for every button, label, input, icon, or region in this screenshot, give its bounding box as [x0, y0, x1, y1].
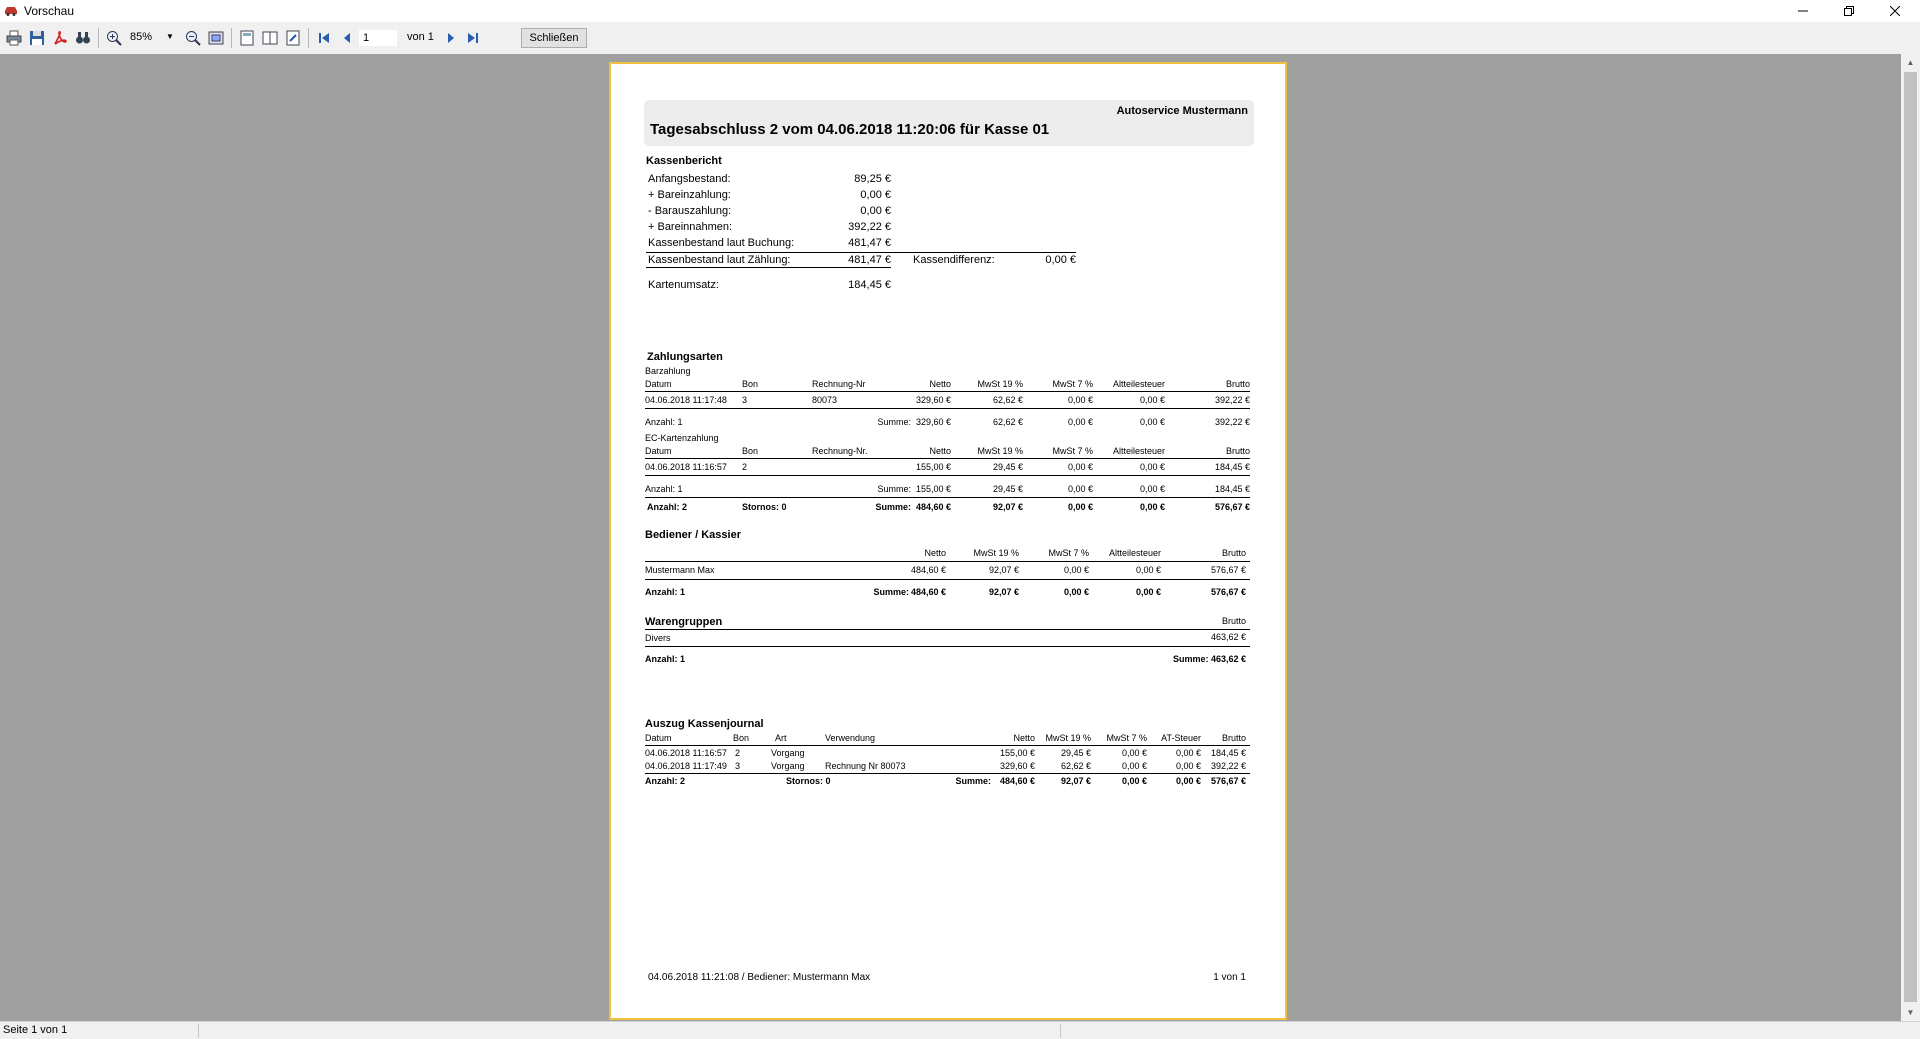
- scroll-thumb[interactable]: [1904, 72, 1917, 1002]
- barzahlung-subheading: Barzahlung: [645, 366, 691, 376]
- save-button[interactable]: [27, 28, 47, 48]
- table-cell: 2: [742, 462, 748, 472]
- sum-cell: 155,00 €: [915, 484, 951, 494]
- scroll-up-icon[interactable]: ▲: [1906, 58, 1915, 67]
- journal-heading: Auszug Kassenjournal: [645, 718, 764, 730]
- table-cell: 0,00 €: [1139, 462, 1165, 472]
- col-header: Bon: [733, 733, 750, 743]
- single-page-icon: [239, 30, 255, 46]
- table-cell: 04.06.2018 11:16:57: [645, 462, 727, 472]
- kb-label: Kassenbestand laut Zählung:: [648, 254, 791, 266]
- status-separator: [1060, 1024, 1061, 1038]
- col-header: Brutto: [1225, 379, 1250, 389]
- sum-cell: Anzahl: 1: [645, 417, 683, 427]
- pdf-icon: [52, 30, 68, 46]
- sum-cell: 0,00 €: [1139, 417, 1165, 427]
- table-cell: 0,00 €: [1067, 462, 1093, 472]
- table-cell: 04.06.2018 11:17:49: [645, 761, 727, 771]
- report-footer-info: 04.06.2018 11:21:08 / Bediener: Mustermann Max: [648, 972, 871, 983]
- col-header: Altteilesteuer: [1112, 446, 1165, 456]
- col-header: MwSt 19 %: [1045, 733, 1091, 743]
- sum-cell: 29,45 €: [992, 484, 1023, 494]
- divider: [645, 579, 1250, 580]
- table-cell: 0,00 €: [1175, 748, 1201, 758]
- sum-cell: 0,00 €: [1063, 587, 1089, 597]
- zoom-out-button[interactable]: [183, 28, 203, 48]
- kb-value: 481,47 €: [848, 254, 891, 266]
- table-cell: 04.06.2018 11:17:48: [645, 395, 727, 405]
- toolbar-separator: [231, 28, 232, 48]
- total-cell: Summe:: [875, 502, 911, 512]
- status-bar: [0, 1021, 1920, 1039]
- divider: [645, 408, 1250, 409]
- first-page-button[interactable]: [314, 28, 334, 48]
- last-page-icon: [467, 32, 479, 44]
- col-header: Brutto: [1221, 616, 1246, 626]
- table-cell: 80073: [812, 395, 838, 405]
- table-cell: Vorgang: [771, 748, 805, 758]
- scroll-down-icon[interactable]: ▼: [1906, 1008, 1915, 1017]
- table-cell: 0,00 €: [1121, 761, 1147, 771]
- restore-icon: [1844, 6, 1854, 16]
- sum-cell: Stornos: 0: [786, 776, 831, 786]
- print-icon: [6, 30, 22, 46]
- table-cell: 392,22 €: [1214, 395, 1250, 405]
- single-page-button[interactable]: [237, 28, 257, 48]
- table-cell: Divers: [645, 633, 671, 643]
- divider: [645, 745, 1250, 746]
- table-cell: 2: [735, 748, 741, 758]
- first-page-icon: [318, 32, 330, 44]
- print-button[interactable]: [4, 28, 24, 48]
- divider: [645, 391, 1250, 392]
- sum-cell: 92,07 €: [988, 587, 1019, 597]
- table-cell: 3: [735, 761, 741, 771]
- status-separator: [198, 1024, 199, 1038]
- bediener-heading: Bediener / Kassier: [645, 529, 741, 541]
- sum-cell: 484,60 €: [910, 587, 946, 597]
- page-setup-button[interactable]: [283, 28, 303, 48]
- report-header: [644, 100, 1254, 146]
- table-cell: 29,45 €: [1060, 748, 1091, 758]
- table-cell: 484,60 €: [910, 565, 946, 575]
- sum-cell: 576,67 €: [1210, 776, 1246, 786]
- table-cell: 576,67 €: [1210, 565, 1246, 575]
- total-cell: 484,60 €: [915, 502, 951, 512]
- find-button[interactable]: [73, 28, 93, 48]
- table-cell: 184,45 €: [1210, 748, 1246, 758]
- sum-cell: 0,00 €: [1067, 417, 1093, 427]
- col-header: AT-Steuer: [1161, 733, 1201, 743]
- kb-label: + Bareinnahmen:: [648, 221, 733, 233]
- total-cell: Anzahl: 2: [647, 502, 688, 512]
- sum-cell: Anzahl: 1: [645, 654, 686, 664]
- kb-label: Kassenbestand laut Buchung:: [648, 237, 795, 249]
- page-count: von 1: [407, 31, 434, 43]
- divider: [645, 629, 1250, 630]
- kassendifferenz-value: 0,00 €: [1045, 254, 1076, 266]
- two-page-icon: [262, 30, 278, 46]
- col-header: Netto: [929, 379, 951, 389]
- sum-cell: Anzahl: 1: [645, 484, 683, 494]
- next-page-button[interactable]: [441, 28, 461, 48]
- col-header: Bon: [742, 379, 759, 389]
- next-page-icon: [445, 32, 457, 44]
- sum-cell: 576,67 €: [1210, 587, 1246, 597]
- sum-cell: 329,60 €: [915, 417, 951, 427]
- col-header: MwSt 19 %: [973, 548, 1019, 558]
- kb-label: Anfangsbestand:: [648, 173, 731, 185]
- zoom-dropdown[interactable]: [166, 32, 178, 44]
- table-cell: 329,60 €: [999, 761, 1035, 771]
- restore-button[interactable]: [1826, 0, 1872, 22]
- zahlungsarten-heading: Zahlungsarten: [647, 351, 723, 363]
- toolbar-separator: [308, 28, 309, 48]
- col-header: MwSt 7 %: [1048, 548, 1089, 558]
- col-header: MwSt 19 %: [977, 446, 1023, 456]
- sum-cell: 0,00 €: [1135, 587, 1161, 597]
- pdf-export-button[interactable]: [50, 28, 70, 48]
- table-cell: 04.06.2018 11:16:57: [645, 748, 727, 758]
- vertical-scrollbar[interactable]: [1901, 54, 1920, 1021]
- total-cell: 576,67 €: [1214, 502, 1250, 512]
- kassendifferenz-label: Kassendifferenz:: [913, 254, 995, 266]
- table-cell: 0,00 €: [1121, 748, 1147, 758]
- zoom-value[interactable]: 85%: [130, 31, 153, 43]
- zoom-out-icon: [185, 30, 201, 46]
- sum-cell: Summe: 463,62 €: [1172, 654, 1246, 664]
- page-setup-icon: [285, 30, 301, 46]
- window-title: Vorschau: [24, 4, 75, 18]
- two-page-button[interactable]: [260, 28, 280, 48]
- table-cell: 184,45 €: [1214, 462, 1250, 472]
- kb-value: 0,00 €: [860, 205, 891, 217]
- kb-label: - Barauszahlung:: [648, 205, 732, 217]
- save-icon: [29, 30, 45, 46]
- report-page: [609, 62, 1287, 1020]
- sum-cell: 392,22 €: [1214, 417, 1250, 427]
- col-header: Verwendung: [825, 733, 876, 743]
- zoom-in-icon: [106, 30, 122, 46]
- page-number-input[interactable]: [358, 29, 398, 47]
- divider: [645, 561, 1250, 562]
- divider: [645, 773, 1250, 774]
- prev-page-icon: [341, 32, 353, 44]
- sum-cell: 0,00 €: [1139, 484, 1165, 494]
- table-cell: 62,62 €: [992, 395, 1023, 405]
- sum-cell: Summe:: [955, 776, 991, 786]
- total-cell: Stornos: 0: [742, 502, 787, 512]
- warengruppen-heading: Warengruppen: [645, 616, 723, 628]
- car-icon: [4, 5, 18, 16]
- chevron-down-icon: ▼: [166, 32, 174, 41]
- toolbar: [0, 22, 1920, 54]
- zoom-in-button[interactable]: [104, 28, 124, 48]
- kb-value: 481,47 €: [848, 237, 891, 249]
- sum-cell: 184,45 €: [1214, 484, 1250, 494]
- col-header: Art: [775, 733, 787, 743]
- kassenbericht-heading: Kassenbericht: [646, 155, 722, 167]
- table-cell: 92,07 €: [988, 565, 1019, 575]
- table-cell: 392,22 €: [1210, 761, 1246, 771]
- total-cell: 0,00 €: [1067, 502, 1093, 512]
- ec-subheading: EC-Kartenzahlung: [645, 433, 719, 443]
- sum-cell: Summe:: [877, 484, 911, 494]
- table-cell: 0,00 €: [1063, 565, 1089, 575]
- divider: [646, 267, 891, 268]
- col-header: Rechnung-Nr.: [812, 446, 868, 456]
- col-header: MwSt 7 %: [1052, 379, 1093, 389]
- col-header: Datum: [645, 446, 672, 456]
- divider: [645, 475, 1250, 476]
- table-cell: 0,00 €: [1135, 565, 1161, 575]
- kb-value: 392,22 €: [848, 221, 891, 233]
- total-cell: 92,07 €: [992, 502, 1023, 512]
- binoculars-icon: [75, 30, 91, 46]
- sum-cell: 0,00 €: [1121, 776, 1147, 786]
- sum-cell: Anzahl: 1: [645, 587, 686, 597]
- col-header: Brutto: [1221, 548, 1246, 558]
- fit-page-icon: [208, 30, 224, 46]
- table-cell: 463,62 €: [1210, 632, 1246, 642]
- col-header: MwSt 7 %: [1052, 446, 1093, 456]
- col-header: Altteilesteuer: [1112, 379, 1165, 389]
- table-cell: 0,00 €: [1067, 395, 1093, 405]
- sum-cell: 0,00 €: [1175, 776, 1201, 786]
- table-cell: 155,00 €: [915, 462, 951, 472]
- col-header: MwSt 19 %: [977, 379, 1023, 389]
- table-cell: 3: [742, 395, 748, 405]
- sum-cell: 62,62 €: [992, 417, 1023, 427]
- kb-value: 0,00 €: [860, 189, 891, 201]
- col-header: Brutto: [1225, 446, 1250, 456]
- table-cell: 0,00 €: [1139, 395, 1165, 405]
- sum-cell: 484,60 €: [999, 776, 1035, 786]
- table-cell: 155,00 €: [999, 748, 1035, 758]
- col-header: Datum: [645, 379, 672, 389]
- col-header: Altteilesteuer: [1108, 548, 1161, 558]
- col-header: Rechnung-Nr: [812, 379, 866, 389]
- table-cell: Vorgang: [771, 761, 805, 771]
- prev-page-button[interactable]: [337, 28, 357, 48]
- total-cell: 0,00 €: [1139, 502, 1165, 512]
- divider: [645, 458, 1250, 459]
- close-preview-button[interactable]: Schließen: [521, 28, 587, 48]
- divider: [645, 497, 1250, 498]
- report-title: Tagesabschluss 2 vom 04.06.2018 11:20:06 für Kasse 01: [650, 121, 1050, 138]
- sum-cell: Summe:: [873, 587, 909, 597]
- table-cell: Mustermann Max: [645, 565, 715, 575]
- divider: [645, 646, 1250, 647]
- title-bar: [0, 0, 1920, 22]
- col-header: Brutto: [1221, 733, 1246, 743]
- last-page-button[interactable]: [463, 28, 483, 48]
- col-header: Netto: [1013, 733, 1035, 743]
- sum-cell: 0,00 €: [1067, 484, 1093, 494]
- col-header: Bon: [742, 446, 759, 456]
- kartenumsatz-label: Kartenumsatz:: [648, 279, 719, 291]
- table-cell: 29,45 €: [992, 462, 1023, 472]
- kartenumsatz-value: 184,45 €: [848, 279, 891, 291]
- col-header: Datum: [645, 733, 672, 743]
- kb-label: + Bareinzahlung:: [648, 189, 731, 201]
- col-header: Netto: [924, 548, 946, 558]
- col-header: Netto: [929, 446, 951, 456]
- divider: [646, 252, 1076, 253]
- close-icon: [1890, 6, 1900, 16]
- status-text: Seite 1 von 1: [3, 1024, 68, 1036]
- col-header: MwSt 7 %: [1106, 733, 1147, 743]
- table-cell: 62,62 €: [1060, 761, 1091, 771]
- company-name: Autoservice Mustermann: [1116, 105, 1248, 117]
- close-window-button[interactable]: [1872, 0, 1918, 22]
- sum-cell: 92,07 €: [1060, 776, 1091, 786]
- minimize-icon: [1798, 6, 1808, 16]
- table-cell: Rechnung Nr 80073: [825, 761, 906, 771]
- table-cell: 0,00 €: [1175, 761, 1201, 771]
- table-cell: 329,60 €: [915, 395, 951, 405]
- report-footer-page: 1 von 1: [1213, 972, 1246, 983]
- sum-cell: Anzahl: 2: [645, 776, 686, 786]
- kb-value: 89,25 €: [854, 173, 891, 185]
- sum-cell: Summe:: [877, 417, 911, 427]
- fit-page-button[interactable]: [206, 28, 226, 48]
- toolbar-separator: [98, 28, 99, 48]
- minimize-button[interactable]: [1780, 0, 1826, 22]
